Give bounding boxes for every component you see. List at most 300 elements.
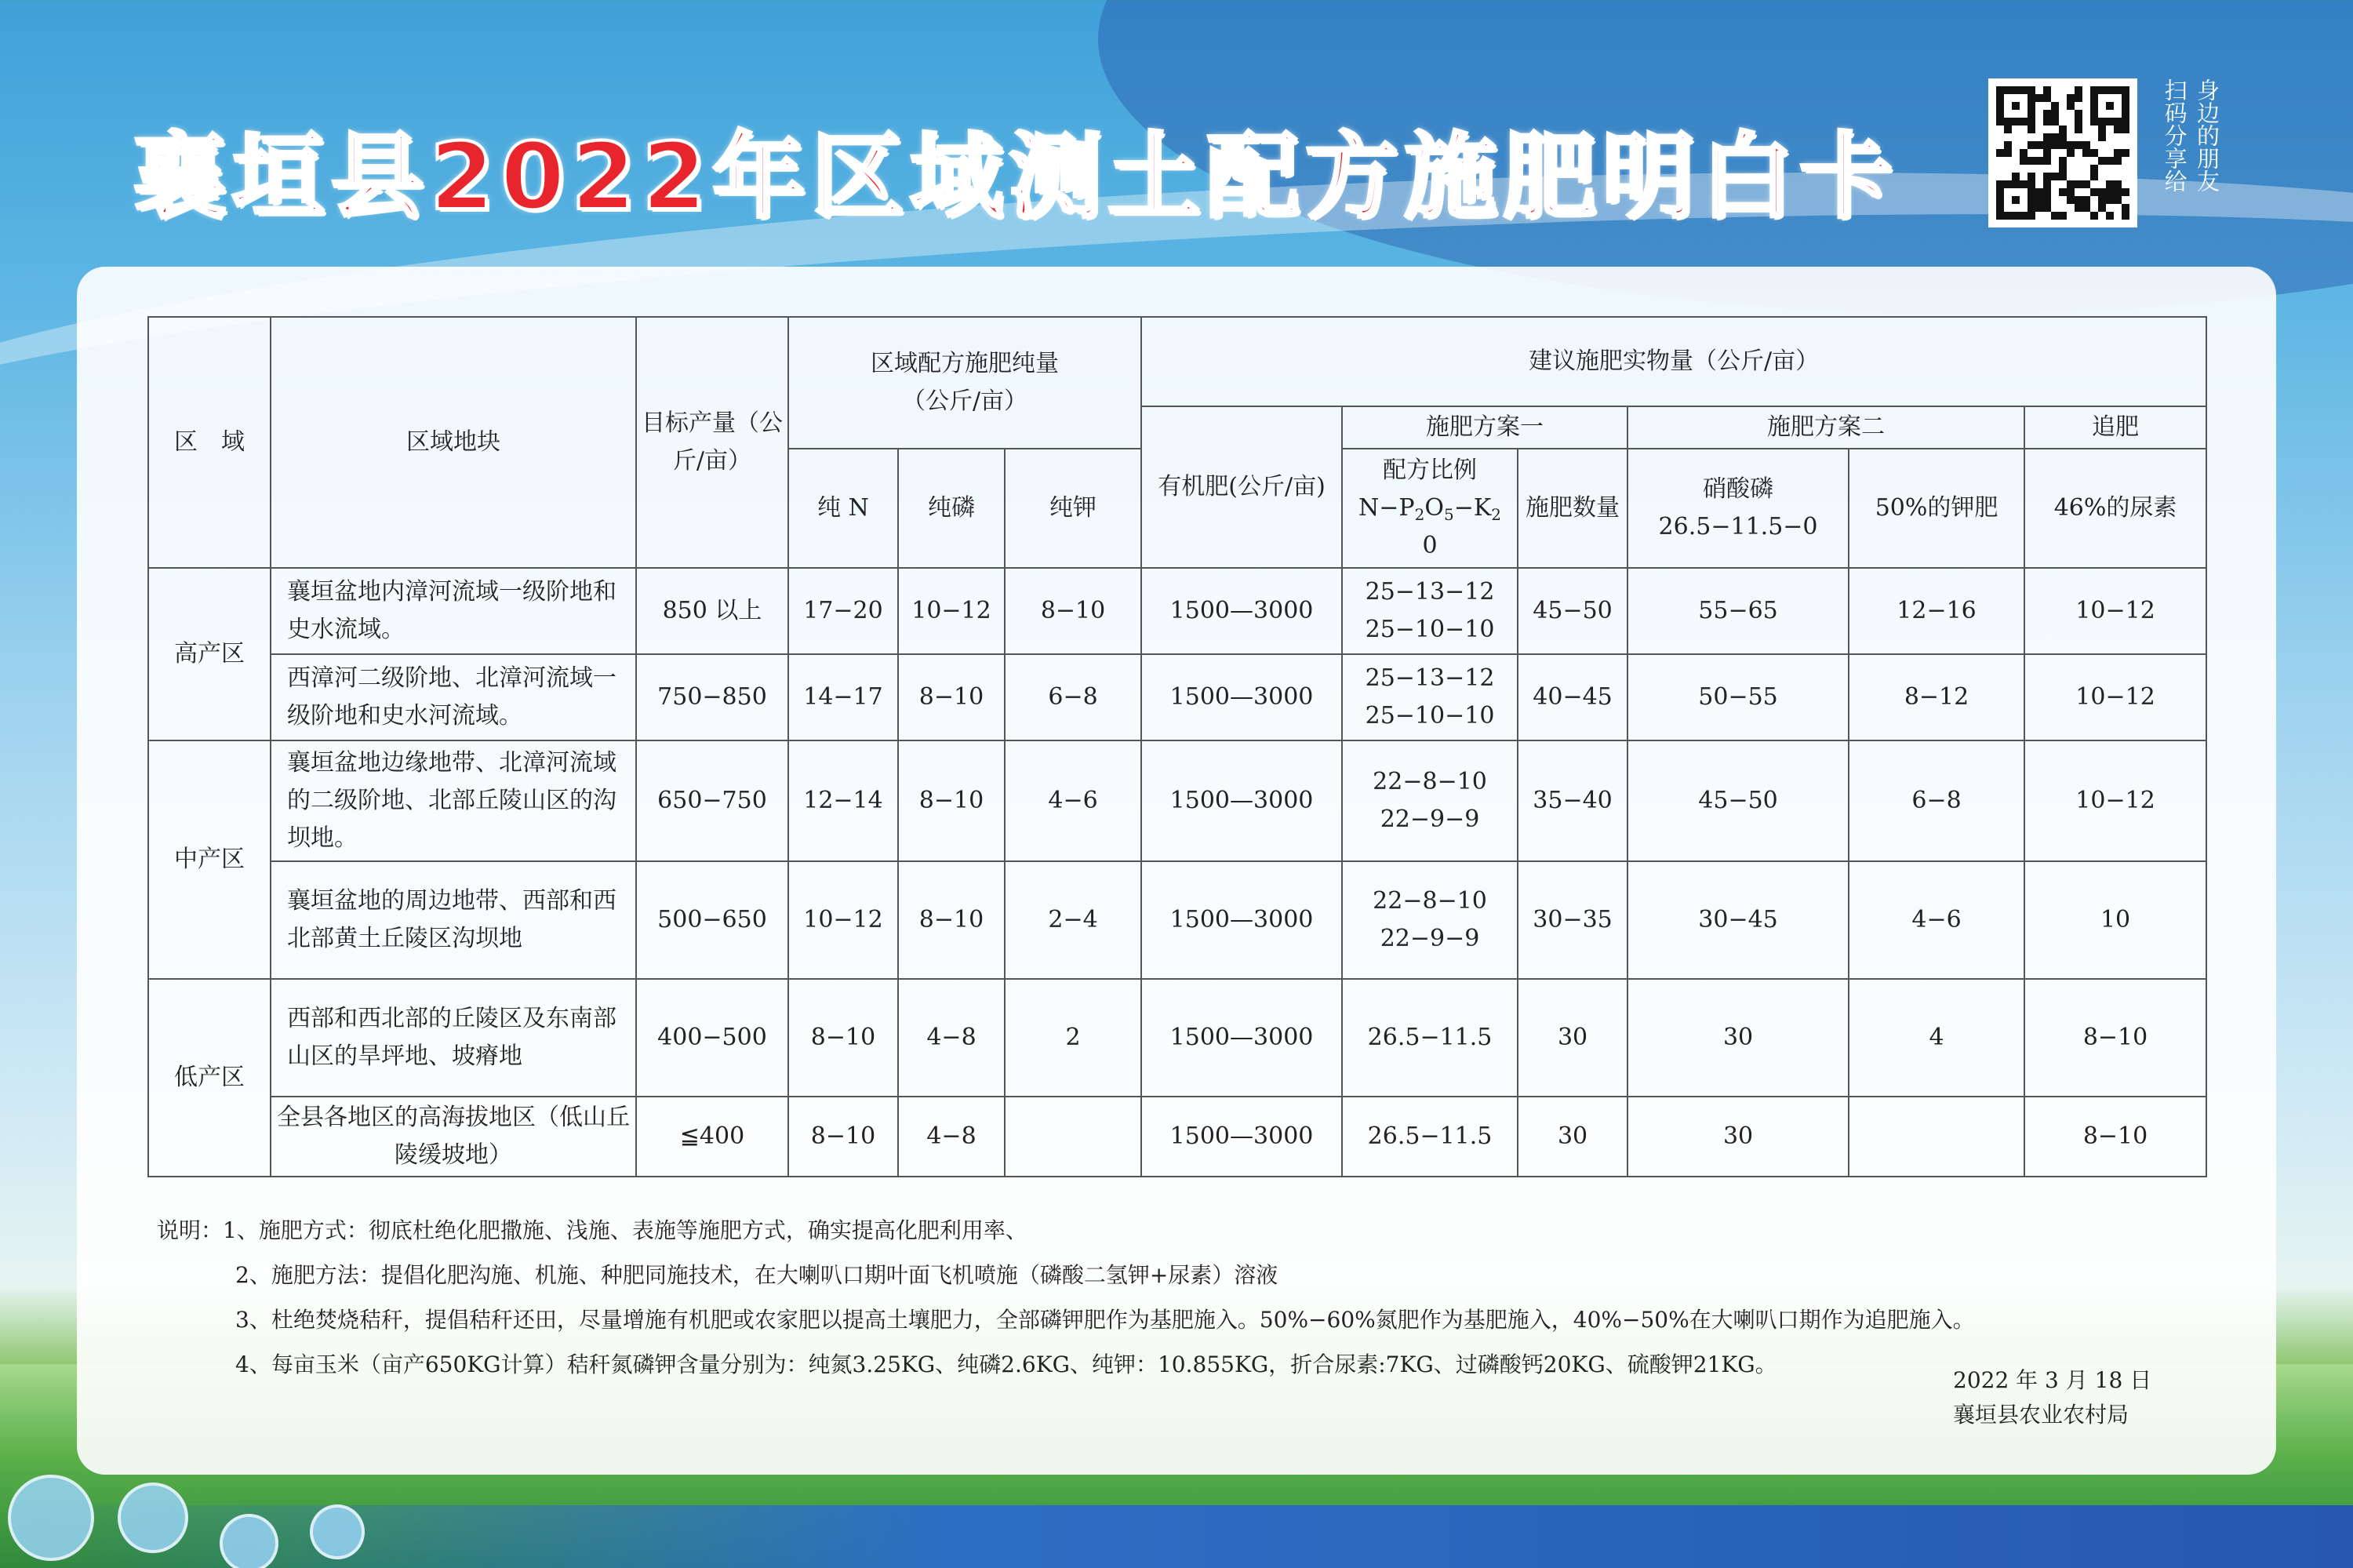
header-ratio-formula (1347, 489, 1512, 527)
qr-module (2122, 196, 2129, 204)
qr-module (2098, 157, 2106, 165)
qr-module (2075, 94, 2082, 102)
cell-plot: 襄垣盆地边缘地带、北漳河流域的二级阶地、北部丘陵山区的沟坝地。 (271, 740, 636, 861)
cell-k: 2 (1005, 979, 1141, 1097)
qr-module (2090, 102, 2098, 110)
qr-module (2035, 157, 2043, 165)
cell-p: 8−10 (898, 654, 1005, 740)
ratio-line: 22−8−10 (1373, 887, 1487, 915)
decor-bubble (310, 1504, 365, 1559)
qr-module (2090, 94, 2098, 102)
cell-urea: 8−10 (2024, 1097, 2206, 1177)
qr-module (2035, 126, 2043, 133)
header-kfert: 50%的钾肥 (1849, 449, 2024, 568)
formula-sub: 5 (1443, 505, 1454, 524)
qr-module (2098, 149, 2106, 157)
qr-module (2067, 110, 2075, 118)
qr-module (2067, 165, 2075, 173)
cell-nitrophos: 30 (1627, 1097, 1849, 1177)
qr-module (2028, 141, 2035, 149)
qr-module (2035, 118, 2043, 126)
cell-organic: 1500—3000 (1141, 979, 1342, 1097)
qr-module (2067, 173, 2075, 180)
qr-module (2114, 102, 2122, 110)
qr-module (2028, 157, 2035, 165)
qr-module (2051, 196, 2059, 204)
qr-module (2082, 141, 2090, 149)
qr-module (1996, 133, 2004, 141)
qr-module (2035, 102, 2043, 110)
qr-module (2067, 180, 2075, 188)
qr-module (2051, 94, 2059, 102)
cell-target: ≦400 (636, 1097, 788, 1177)
issuer-name: 襄垣县农业农村局 (1953, 1402, 2129, 1428)
qr-caption-line: 扫码分享给 (2161, 78, 2188, 192)
cell-ratio: 26.5−11.5 (1342, 1097, 1518, 1177)
qr-module (2075, 110, 2082, 118)
cell-plot: 襄垣盆地内漳河流域一级阶地和史水流域。 (271, 568, 636, 654)
qr-module (2090, 149, 2098, 157)
qr-module (2106, 118, 2114, 126)
qr-module (2114, 165, 2122, 173)
qr-module (2051, 133, 2059, 141)
decor-bubble (220, 1514, 278, 1568)
qr-module (2114, 94, 2122, 102)
qr-module (2004, 133, 2012, 141)
qr-module (2004, 141, 2012, 149)
qr-module (2004, 204, 2012, 212)
qr-module (2020, 165, 2028, 173)
qr-module (2012, 102, 2020, 110)
table-row (148, 979, 2206, 1097)
cell-p: 10−12 (898, 568, 1005, 654)
qr-module (1996, 141, 2004, 149)
qr-module (2090, 126, 2098, 133)
qr-module (2090, 118, 2098, 126)
cell-kfert (1849, 1097, 2024, 1177)
qr-module (2090, 188, 2098, 196)
qr-module (2059, 118, 2067, 126)
qr-module (2035, 180, 2043, 188)
qr-module (2059, 126, 2067, 133)
qr-module (2059, 110, 2067, 118)
qr-module (2035, 86, 2043, 94)
qr-module (2114, 204, 2122, 212)
qr-module (1996, 149, 2004, 157)
qr-module (2114, 126, 2122, 133)
qr-module (2020, 180, 2028, 188)
qr-module (2090, 141, 2098, 149)
qr-module (2122, 149, 2129, 157)
header-nitrophos (1627, 449, 1849, 568)
qr-module (2106, 133, 2114, 141)
qr-module (1996, 173, 2004, 180)
cell-plot: 西漳河二级阶地、北漳河流域一级阶地和史水河流域。 (271, 654, 636, 740)
qr-module (2059, 133, 2067, 141)
cell-kfert: 6−8 (1849, 740, 2024, 861)
zone-label: 高产区 (148, 568, 271, 740)
table-row (148, 1097, 2206, 1177)
qr-module (2082, 118, 2090, 126)
qr-module (2028, 212, 2035, 220)
qr-module (1996, 196, 2004, 204)
header-target-yield: 目标产量（公斤/亩） (636, 317, 788, 568)
qr-module (2098, 110, 2106, 118)
qr-module (2012, 157, 2020, 165)
qr-module (2114, 212, 2122, 220)
qr-module (2059, 212, 2067, 220)
qr-module (2004, 102, 2012, 110)
qr-module (2122, 94, 2129, 102)
ratio-line: 25−13−12 (1365, 664, 1495, 692)
qr-module (2067, 86, 2075, 94)
qr-module (2028, 94, 2035, 102)
cell-urea: 8−10 (2024, 979, 2206, 1097)
qr-module (2012, 149, 2020, 157)
qr-module (2082, 180, 2090, 188)
qr-module (2082, 196, 2090, 204)
cell-organic: 1500—3000 (1141, 740, 1342, 861)
qr-module (2028, 126, 2035, 133)
qr-module (2028, 133, 2035, 141)
qr-module (2020, 86, 2028, 94)
qr-module (2114, 110, 2122, 118)
header-plan2: 施肥方案二 (1627, 406, 2024, 449)
qr-module (2043, 188, 2051, 196)
qr-module (2114, 157, 2122, 165)
qr-module (1996, 102, 2004, 110)
qr-module (2090, 86, 2098, 94)
qr-module (2051, 118, 2059, 126)
qr-module (2082, 86, 2090, 94)
qr-module (2051, 173, 2059, 180)
qr-module (1996, 165, 2004, 173)
qr-module (2028, 102, 2035, 110)
qr-module (2067, 157, 2075, 165)
cell-ratio (1342, 654, 1518, 740)
qr-module (2020, 173, 2028, 180)
cell-n: 14−17 (788, 654, 898, 740)
cell-kfert: 8−12 (1849, 654, 2024, 740)
qr-module (2082, 204, 2090, 212)
qr-module (2098, 180, 2106, 188)
qr-module (2051, 180, 2059, 188)
qr-module (2059, 141, 2067, 149)
qr-module (2004, 86, 2012, 94)
qr-module (2020, 188, 2028, 196)
qr-caption-line: 身边的朋友 (2194, 78, 2220, 192)
qr-module (2075, 102, 2082, 110)
qr-module (2106, 173, 2114, 180)
qr-module (2067, 118, 2075, 126)
cell-urea: 10−12 (2024, 740, 2206, 861)
cell-organic: 1500—3000 (1141, 654, 1342, 740)
cell-n: 10−12 (788, 861, 898, 979)
qr-module (2051, 188, 2059, 196)
qr-module (2004, 188, 2012, 196)
qr-module (2075, 157, 2082, 165)
qr-module (2114, 118, 2122, 126)
qr-module (2043, 180, 2051, 188)
cell-amount: 40−45 (1518, 654, 1627, 740)
qr-module (2106, 196, 2114, 204)
qr-module (2012, 133, 2020, 141)
qr-module (2028, 196, 2035, 204)
formula-sub: 2 (1491, 505, 1501, 524)
qr-module (2067, 102, 2075, 110)
qr-module (2114, 180, 2122, 188)
qr-module (2098, 86, 2106, 94)
qr-module (2020, 149, 2028, 157)
cell-ratio: 26.5−11.5 (1342, 979, 1518, 1097)
qr-module (2028, 204, 2035, 212)
qr-module (2090, 196, 2098, 204)
qr-module (2067, 196, 2075, 204)
qr-module (2090, 133, 2098, 141)
qr-module (2098, 212, 2106, 220)
qr-module (2020, 126, 2028, 133)
qr-module (2020, 102, 2028, 110)
qr-module (2106, 102, 2114, 110)
cell-n: 17−20 (788, 568, 898, 654)
qr-module (1996, 118, 2004, 126)
formula-sub: 2 (1414, 505, 1425, 524)
qr-module (2004, 94, 2012, 102)
qr-module (2004, 126, 2012, 133)
cell-plot: 襄垣盆地的周边地带、西部和西北部黄土丘陵区沟坝地 (271, 861, 636, 979)
cell-ratio (1342, 861, 1518, 979)
qr-module (2122, 86, 2129, 94)
qr-module (1996, 86, 2004, 94)
qr-module (2035, 133, 2043, 141)
qr-module (2106, 188, 2114, 196)
header-ratio-formula-tail: 0 (1422, 532, 1438, 559)
header-pure-amount (788, 317, 1141, 449)
qr-module (2028, 165, 2035, 173)
qr-code-pattern (1996, 86, 2129, 220)
qr-module (2067, 126, 2075, 133)
cell-amount: 35−40 (1518, 740, 1627, 861)
qr-module (2090, 204, 2098, 212)
qr-module (2051, 149, 2059, 157)
qr-module (2012, 110, 2020, 118)
qr-module (2043, 110, 2051, 118)
qr-module (2082, 157, 2090, 165)
qr-module (2020, 204, 2028, 212)
note-line: 3、杜绝焚烧秸秆，提倡秸秆还田，尽量增施有机肥或农家肥以提高土壤肥力，全部磷钾肥作为基肥施入。50%−60%氮肥作为基肥施入，40%−50%在大喇叭口期作为追肥施入。 (235, 1307, 1975, 1333)
qr-module (2035, 165, 2043, 173)
qr-module (2028, 118, 2035, 126)
qr-module (2043, 165, 2051, 173)
qr-module (2122, 126, 2129, 133)
qr-module (2082, 110, 2090, 118)
cell-n: 12−14 (788, 740, 898, 861)
qr-module (2004, 180, 2012, 188)
qr-module (2098, 133, 2106, 141)
issue-date: 2022 年 3 月 18 日 (1953, 1367, 2152, 1393)
cell-nitrophos: 30 (1627, 979, 1849, 1097)
qr-module (2122, 118, 2129, 126)
qr-module (2106, 157, 2114, 165)
qr-module (2098, 118, 2106, 126)
qr-module (2035, 110, 2043, 118)
table-row (148, 568, 2206, 654)
qr-module (2075, 133, 2082, 141)
cell-target: 650−750 (636, 740, 788, 861)
cell-k: 2−4 (1005, 861, 1141, 979)
qr-module (2098, 204, 2106, 212)
cell-amount: 30 (1518, 1097, 1627, 1177)
qr-module (2028, 86, 2035, 94)
qr-module (2012, 173, 2020, 180)
qr-module (2098, 173, 2106, 180)
qr-module (2114, 149, 2122, 157)
cell-k (1005, 1097, 1141, 1177)
header-urea: 46%的尿素 (2024, 449, 2206, 568)
qr-module (2004, 149, 2012, 157)
fertilizer-table (147, 316, 2207, 1177)
header-k: 纯钾 (1005, 449, 1141, 568)
qr-module (2122, 165, 2129, 173)
qr-module (2035, 196, 2043, 204)
qr-module (2106, 110, 2114, 118)
qr-module (2082, 133, 2090, 141)
cell-amount: 45−50 (1518, 568, 1627, 654)
qr-module (2098, 102, 2106, 110)
qr-module (2090, 173, 2098, 180)
header-plot: 区域地块 (271, 317, 636, 568)
qr-module (2043, 133, 2051, 141)
qr-module (2043, 102, 2051, 110)
header-plan1: 施肥方案一 (1342, 406, 1627, 449)
qr-module (2012, 180, 2020, 188)
qr-module (2075, 118, 2082, 126)
qr-module (1996, 180, 2004, 188)
qr-module (2122, 173, 2129, 180)
qr-module (2043, 126, 2051, 133)
qr-module (2106, 126, 2114, 133)
cell-k: 6−8 (1005, 654, 1141, 740)
qr-module (2082, 173, 2090, 180)
header-pure-unit: （公斤/亩） (901, 387, 1028, 415)
qr-module (2043, 212, 2051, 220)
decor-bubble (118, 1483, 188, 1553)
cell-k: 8−10 (1005, 568, 1141, 654)
qr-module (2122, 204, 2129, 212)
header-pure-title: 区域配方施肥纯量 (871, 350, 1060, 377)
qr-code[interactable] (1988, 78, 2137, 227)
signoff (1953, 1363, 2188, 1432)
qr-module (2114, 133, 2122, 141)
qr-module (2122, 157, 2129, 165)
cell-p: 8−10 (898, 861, 1005, 979)
qr-module (2090, 110, 2098, 118)
qr-module (2122, 180, 2129, 188)
qr-module (2067, 94, 2075, 102)
qr-module (2004, 212, 2012, 220)
qr-module (2067, 204, 2075, 212)
qr-module (2075, 141, 2082, 149)
qr-module (2122, 102, 2129, 110)
qr-module (2106, 204, 2114, 212)
qr-module (2012, 212, 2020, 220)
cell-p: 4−8 (898, 1097, 1005, 1177)
qr-module (2035, 94, 2043, 102)
qr-module (2082, 149, 2090, 157)
cell-ratio (1342, 568, 1518, 654)
qr-module (2067, 141, 2075, 149)
note-line: 说明：1、施肥方式：彻底杜绝化肥撒施、浅施、表施等施肥方式，确实提高化肥利用率、 (157, 1217, 1027, 1243)
qr-module (2114, 141, 2122, 149)
cell-p: 8−10 (898, 740, 1005, 861)
qr-module (2059, 157, 2067, 165)
cell-k: 4−6 (1005, 740, 1141, 861)
qr-module (2035, 173, 2043, 180)
qr-module (2090, 157, 2098, 165)
qr-module (2004, 157, 2012, 165)
qr-module (2082, 188, 2090, 196)
qr-module (2020, 118, 2028, 126)
qr-module (2051, 86, 2059, 94)
cell-urea: 10−12 (2024, 654, 2206, 740)
qr-module (2106, 86, 2114, 94)
ratio-line: 22−9−9 (1380, 925, 1480, 952)
qr-module (2075, 180, 2082, 188)
qr-module (2082, 102, 2090, 110)
qr-module (2059, 94, 2067, 102)
cell-target: 400−500 (636, 979, 788, 1097)
qr-module (2028, 188, 2035, 196)
qr-module (1996, 204, 2004, 212)
qr-module (2090, 212, 2098, 220)
qr-module (2051, 126, 2059, 133)
qr-module (2020, 94, 2028, 102)
qr-module (2114, 86, 2122, 94)
qr-module (2028, 173, 2035, 180)
qr-module (2004, 165, 2012, 173)
qr-module (2059, 149, 2067, 157)
qr-module (2043, 149, 2051, 157)
qr-module (2020, 110, 2028, 118)
header-suggested: 建议施肥实物量（公斤/亩） (1141, 317, 2206, 406)
qr-module (2051, 165, 2059, 173)
cell-amount: 30−35 (1518, 861, 1627, 979)
ratio-line: 25−10−10 (1365, 702, 1495, 729)
qr-module (2051, 212, 2059, 220)
qr-module (2067, 188, 2075, 196)
qr-module (2106, 94, 2114, 102)
qr-module (2051, 141, 2059, 149)
qr-module (2020, 133, 2028, 141)
qr-module (2059, 180, 2067, 188)
page-title: 襄垣县2022年区域测土配方施肥明白卡 (133, 122, 1899, 231)
qr-module (2020, 157, 2028, 165)
qr-module (2028, 180, 2035, 188)
qr-module (2051, 157, 2059, 165)
qr-module (2020, 196, 2028, 204)
ratio-line: 25−13−12 (1365, 578, 1495, 606)
qr-module (2059, 86, 2067, 94)
qr-module (2020, 212, 2028, 220)
qr-module (2075, 188, 2082, 196)
cell-amount: 30 (1518, 979, 1627, 1097)
cell-urea: 10−12 (2024, 568, 2206, 654)
qr-module (1996, 94, 2004, 102)
qr-module (2114, 173, 2122, 180)
header-amount: 施肥数量 (1518, 449, 1627, 568)
formula-part: O (1424, 494, 1444, 522)
header-nitrophos-ratio: 26.5−11.5−0 (1658, 513, 1818, 540)
